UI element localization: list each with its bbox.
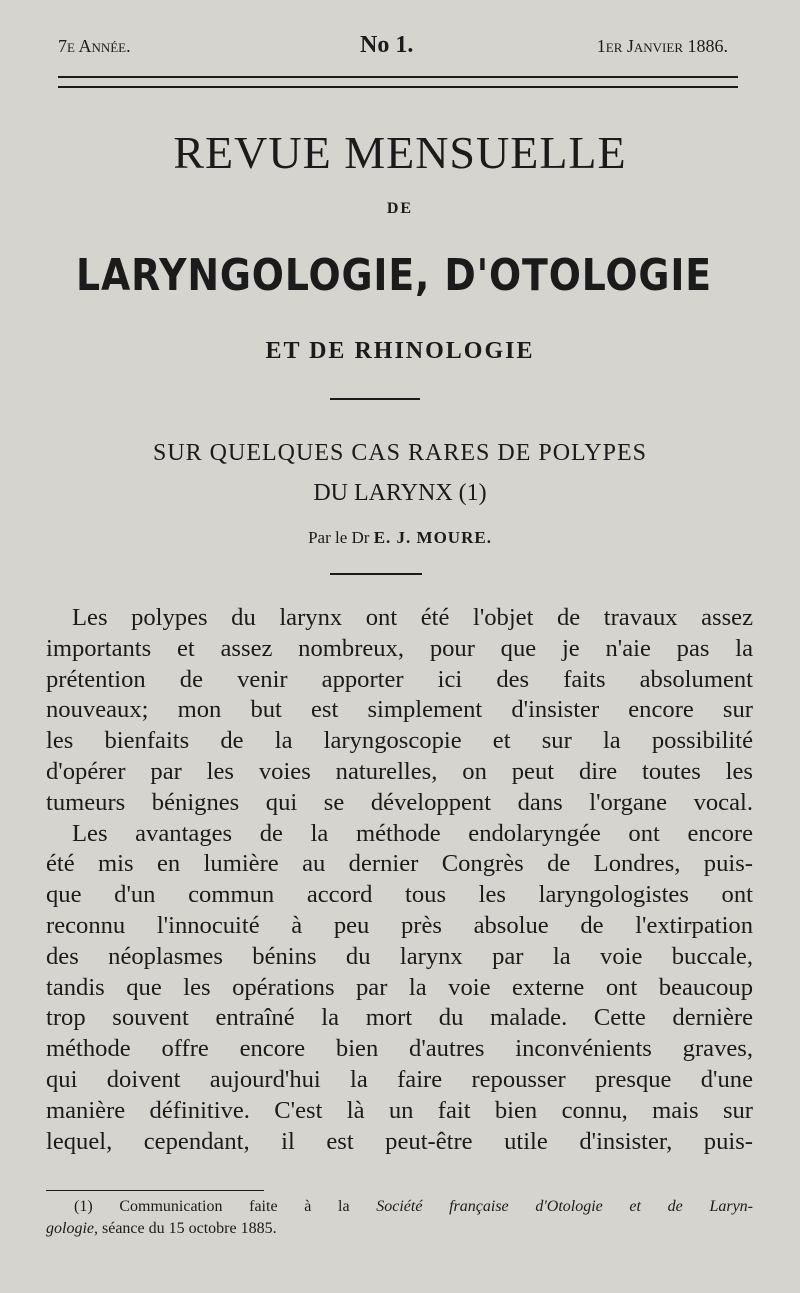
body-line: d'opérer par les voies naturelles, on peut dire toutes les <box>46 757 753 785</box>
body-line: nouveaux; mon but est simplement d'insister encore sur <box>46 696 753 724</box>
body-line: qui doivent aujourd'hui la faire repousser presque d'une <box>46 1065 753 1093</box>
journal-title-de: DE <box>386 200 414 217</box>
footnote-line-2 <box>46 1218 753 1240</box>
page-header <box>58 32 728 62</box>
body-line: manière définitive. C'est là un fait bien connu, mais sur <box>46 1096 753 1124</box>
body-line: reconnu l'innocuité à peu près absolue de l'extirpation <box>46 911 753 939</box>
body-line: Les polypes du larynx ont été l'objet de travaux assez <box>72 604 753 631</box>
journal-title-line3: ET DE RHINOLOGIE <box>265 338 535 364</box>
body-line: des néoplasmes bénins du larynx par la voie buccale, <box>46 942 753 970</box>
header-rule-top <box>58 76 738 78</box>
body-line: lequel, cependant, il est peut-être utile d'insister, puis- <box>46 1127 753 1155</box>
footnote <box>46 1196 753 1240</box>
separator-rule <box>330 398 420 400</box>
footnote-text: (1) Communication faite à la <box>74 1198 377 1215</box>
article-body <box>46 603 753 1157</box>
footnote-rule <box>46 1190 264 1191</box>
body-line: trop souvent entraîné la mort du malade. Cette dernière <box>46 1004 753 1032</box>
footnote-society: Société française d'Otologie et de Laryn- <box>376 1198 754 1215</box>
body-line: importants et assez nombreux, pour que je n'aie pas la <box>46 634 753 662</box>
footnote-session: séance du 15 octobre 1885. <box>98 1220 277 1237</box>
body-line: tumeurs bénignes qui se développent dans l'organe vocal. <box>46 788 753 816</box>
footnote-line-1 <box>46 1196 753 1218</box>
body-line: été mis en lumière au dernier Congrès de Londres, puis- <box>46 850 753 878</box>
body-line: Les avantages de la méthode endolaryngée ont encore <box>72 819 753 847</box>
author-prefix: Par le Dr <box>308 528 370 547</box>
footnote-society-cont: gologie, <box>46 1220 98 1237</box>
byline-rule <box>330 573 422 575</box>
article-title-line1: SUR QUELQUES CAS RARES DE POLYPES <box>152 440 647 466</box>
body-line: les bienfaits de la laryngoscopie et sur la possibilité <box>46 727 753 755</box>
author-name: E. J. MOURE. <box>373 528 492 547</box>
body-line: méthode offre encore bien d'autres inconvénients graves, <box>46 1035 753 1063</box>
article-title-line2: DU LARYNX (1) <box>313 480 487 506</box>
header-rule-bottom <box>58 86 738 88</box>
body-line: tandis que les opérations par la voie externe ont beaucoup <box>46 973 753 1001</box>
body-line: prétention de venir apporter ici des faits absolument <box>46 665 753 693</box>
issue-number: No 1. <box>360 32 414 58</box>
journal-title-line2: LARYNGOLOGIE, D'OTOLOGIE <box>76 250 712 301</box>
article-byline <box>0 528 800 548</box>
journal-title-line1: REVUE MENSUELLE <box>173 127 627 178</box>
issue-date: 1er Janvier 1886. <box>596 36 728 56</box>
volume-year: 7e Année. <box>58 36 131 56</box>
body-line: que d'un commun accord tous les laryngologistes ont <box>46 881 753 909</box>
